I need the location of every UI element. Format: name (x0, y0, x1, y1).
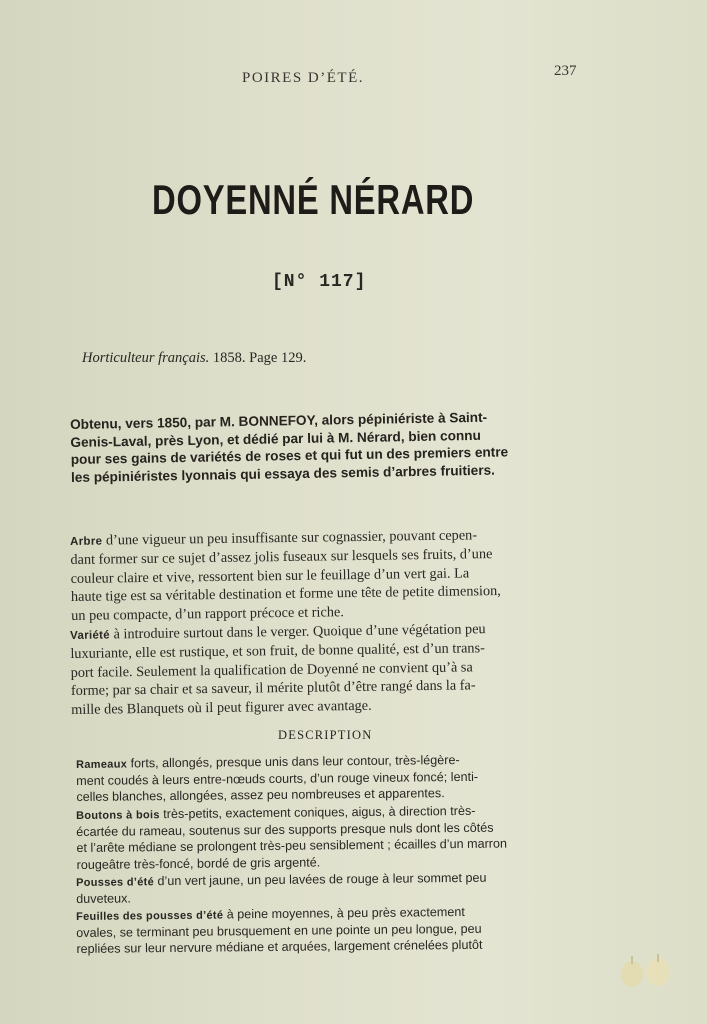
boutons-line: et l’arête médiane se prolongent très-peu sensiblement ; écailles d’un marron (76, 836, 508, 856)
reference-source: Horticulteur français. (82, 350, 210, 366)
pousses-lead: Pousses d’été (76, 876, 155, 889)
intro-line: Obtenu, vers 1850, par M. BONNEFOY, alors pépiniériste à Saint- (70, 409, 488, 432)
boutons-line: écartée du rameau, soutenus sur des supports presque nuls dont les côtés (76, 820, 494, 840)
running-head: POIRES D’ÉTÉ. (242, 70, 364, 86)
feuilles-text: à peine moyennes, à peu près exactement (226, 904, 465, 922)
arbre-line: haute tige est sa véritable destination et forme une tête de petite dimension, (70, 583, 501, 606)
rameaux-paragraph (76, 751, 596, 806)
boutons-lead: Boutons à bois (76, 809, 160, 822)
rameaux-line: ment coudés à leurs entre-nœuds courts, d’un rouge vineux foncé; lenti- (76, 769, 479, 789)
boutons-paragraph (76, 802, 597, 873)
arbre-line: couleur claire et vive, ressortent bien sur le feuillage d’un vert gai. La (70, 565, 470, 587)
feuilles-line: ovales, se terminant peu brusquement en une pointe un peu longue, peu (76, 921, 482, 941)
reference-detail: 1858. Page 129. (212, 350, 307, 366)
variete-line: forme; par sa chair et sa saveur, il mérite plutôt d’être rangé dans la fa- (70, 677, 476, 700)
library-stamp-icon (612, 948, 682, 992)
bibliographic-reference (82, 350, 306, 367)
rameaux-text: forts, allongés, presque unis dans leur contour, très-légère- (130, 752, 460, 771)
variety-number: [N° 117] (272, 272, 367, 292)
rameaux-line: celles blanches, allongées, assez peu nombreuses et apparentes. (76, 786, 445, 805)
variete-paragraph (70, 619, 593, 719)
feuilles-lead: Feuilles des pousses d’été (76, 909, 224, 923)
section-heading: DESCRIPTION (278, 728, 373, 742)
variete-line: mille des Blanquets où il peut figurer avec avantage. (71, 697, 372, 718)
arbre-text: d’une vigueur un peu insuffisante sur cognassier, pouvant cepen- (105, 527, 478, 549)
variete-lead: Variété (70, 629, 111, 642)
pousses-text: d’un vert jaune, un peu lavées de rouge à leur sommet peu (157, 870, 487, 889)
intro-line: les pépiniéristes lyonnais qui essaya des semis d’arbres fruitiers. (70, 462, 496, 485)
arbre-line: un peu compacte, d’un rapport précoce et riche. (71, 603, 344, 624)
variete-text: à introduire surtout dans le verger. Quoique d’une végétation peu (113, 621, 486, 643)
pousses-paragraph (76, 869, 596, 908)
arbre-paragraph (70, 525, 593, 625)
page-title: DOYENNÉ NÉRARD (152, 176, 475, 223)
intro-line: Genis-Laval, près Lyon, et dédié par lui à M. Nérard, bien connu (70, 427, 481, 450)
variete-line: port facile. Seulement la qualification de Doyenné ne convient qu’à sa (70, 659, 473, 681)
page-number: 237 (554, 63, 577, 79)
boutons-text: très-petits, exactement coniques, aigus, à direction très- (163, 803, 476, 822)
variete-line: luxuriante, elle est rustique, et son fruit, de bonne qualité, est d’un trans- (70, 640, 485, 663)
arbre-lead: Arbre (70, 535, 103, 548)
rameaux-lead: Rameaux (76, 758, 128, 771)
intro-paragraph (70, 407, 591, 486)
pousses-line: duveteux. (76, 891, 131, 907)
intro-line: pour ses gains de variétés de roses et qui fut un des premiers entre (70, 444, 509, 467)
feuilles-line: repliées sur leur nervure médiane et arquées, largement crénelées plutôt (76, 938, 483, 957)
feuilles-paragraph (76, 903, 596, 958)
boutons-line: rougeâtre très-foncé, bordé de gris argenté. (76, 855, 321, 872)
arbre-line: dant former sur ce sujet d’assez jolis fuseaux sur lesquels ses fruits, d’une (70, 546, 493, 569)
